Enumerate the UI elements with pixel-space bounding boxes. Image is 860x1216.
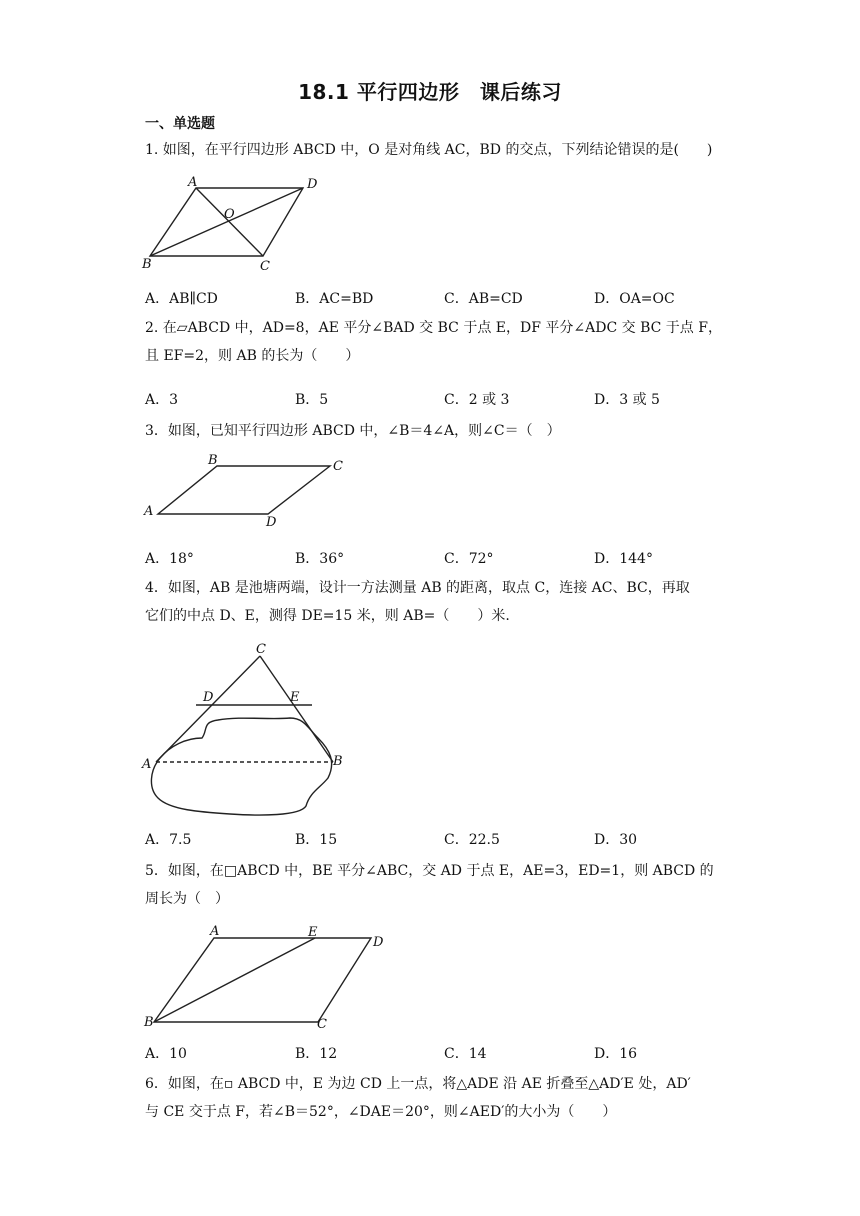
option-d[interactable]: D．OA=OC: [594, 291, 675, 307]
option-a[interactable]: A．18°: [145, 551, 194, 567]
label-b: B: [142, 257, 152, 272]
label-e: E: [308, 925, 318, 940]
question-2-options: [145, 389, 745, 409]
option-b[interactable]: B．15: [295, 832, 338, 848]
option-b[interactable]: B．12: [295, 1046, 338, 1062]
option-d[interactable]: D．3 或 5: [594, 392, 660, 408]
label-e: E: [290, 690, 300, 705]
option-c[interactable]: C．2 或 3: [444, 392, 510, 408]
option-b[interactable]: B．5: [295, 392, 329, 408]
option-a[interactable]: A．AB∥CD: [145, 291, 218, 307]
question-3-options: [145, 548, 745, 568]
label-d: D: [307, 177, 318, 192]
question-3-figure: [140, 452, 360, 530]
question-1-options: [145, 288, 745, 308]
question-4-options: [145, 829, 745, 849]
label-a: A: [144, 504, 154, 519]
segment-be: [154, 938, 315, 1022]
question-4-line-2: 它们的中点 D、E，测得 DE=15 米，则 AB=（ ）米.: [145, 608, 510, 624]
section-heading: 一、单选题: [145, 116, 215, 132]
label-a: A: [188, 175, 198, 190]
option-b[interactable]: B．AC=BD: [295, 291, 374, 307]
label-c: C: [333, 459, 343, 474]
question-6-text: [145, 1070, 725, 1126]
question-4-line-1: 4．如图，AB 是池塘两端，设计一方法测量 AB 的距离，取点 C，连接 AC、BC，再取: [145, 580, 690, 596]
option-c[interactable]: C．AB=CD: [444, 291, 523, 307]
option-b[interactable]: B．36°: [295, 551, 345, 567]
question-1-figure: [140, 172, 340, 274]
label-d: D: [373, 935, 384, 950]
option-c[interactable]: C．22.5: [444, 832, 500, 848]
label-c: C: [256, 642, 266, 657]
label-b: B: [208, 453, 218, 468]
page-title: 18.1 平行四边形 课后练习: [298, 80, 562, 104]
question-5-line-2: 周长为（ ）: [145, 891, 229, 907]
segment-ac: [156, 656, 260, 762]
question-5-figure: [140, 920, 390, 1032]
question-6-line-1: 6．如图，在▫ ABCD 中，E 为边 CD 上一点，将△ADE 沿 AE 折叠至△AD′E 处，AD′: [145, 1076, 691, 1092]
parallelogram-shape: [154, 938, 371, 1022]
question-6-line-2: 与 CE 交于点 F，若∠B＝52°，∠DAE＝20°，则∠AED′的大小为（ ）: [145, 1104, 617, 1120]
option-a[interactable]: A．3: [145, 392, 179, 408]
option-d[interactable]: D．30: [594, 832, 638, 848]
label-c: C: [317, 1017, 327, 1032]
option-c[interactable]: C．72°: [444, 551, 494, 567]
question-5-options: [145, 1043, 745, 1063]
segment-bc: [260, 656, 333, 762]
question-2-line-2: 且 EF=2，则 AB 的长为（ ）: [145, 348, 360, 364]
question-4-text: [145, 574, 725, 630]
label-d: D: [266, 515, 277, 530]
option-d[interactable]: D．16: [594, 1046, 638, 1062]
option-d[interactable]: D．144°: [594, 551, 653, 567]
question-3-text: 3．如图，已知平行四边形 ABCD 中，∠B＝4∠A，则∠C＝（ ）: [145, 423, 561, 439]
question-2-line-1: 2. 在▱ABCD 中，AD=8，AE 平分∠BAD 交 BC 于点 E，DF 平分∠ADC 交 BC 于点 F，: [145, 320, 722, 336]
label-c: C: [260, 259, 270, 274]
question-4-figure: [140, 638, 350, 820]
question-2-text: [145, 314, 725, 370]
option-c[interactable]: C．14: [444, 1046, 487, 1062]
question-5-text: [145, 857, 725, 913]
option-a[interactable]: A．10: [145, 1046, 187, 1062]
label-b: B: [333, 754, 343, 769]
diagonal-ac: [196, 188, 263, 256]
label-d: D: [203, 690, 214, 705]
question-5-line-1: 5．如图，在□ABCD 中，BE 平分∠ABC，交 AD 于点 E，AE=3，ED=1，则 ABCD 的: [145, 863, 714, 879]
label-a: A: [210, 924, 220, 939]
question-1-text: 1. 如图，在平行四边形 ABCD 中，O 是对角线 AC，BD 的交点，下列结论错误的是( ): [145, 142, 713, 158]
label-o: O: [224, 207, 235, 222]
pond-outline: [151, 718, 331, 815]
parallelogram-shape: [158, 466, 330, 514]
label-b: B: [144, 1015, 154, 1030]
option-a[interactable]: A．7.5: [145, 832, 192, 848]
label-a: A: [142, 757, 152, 772]
